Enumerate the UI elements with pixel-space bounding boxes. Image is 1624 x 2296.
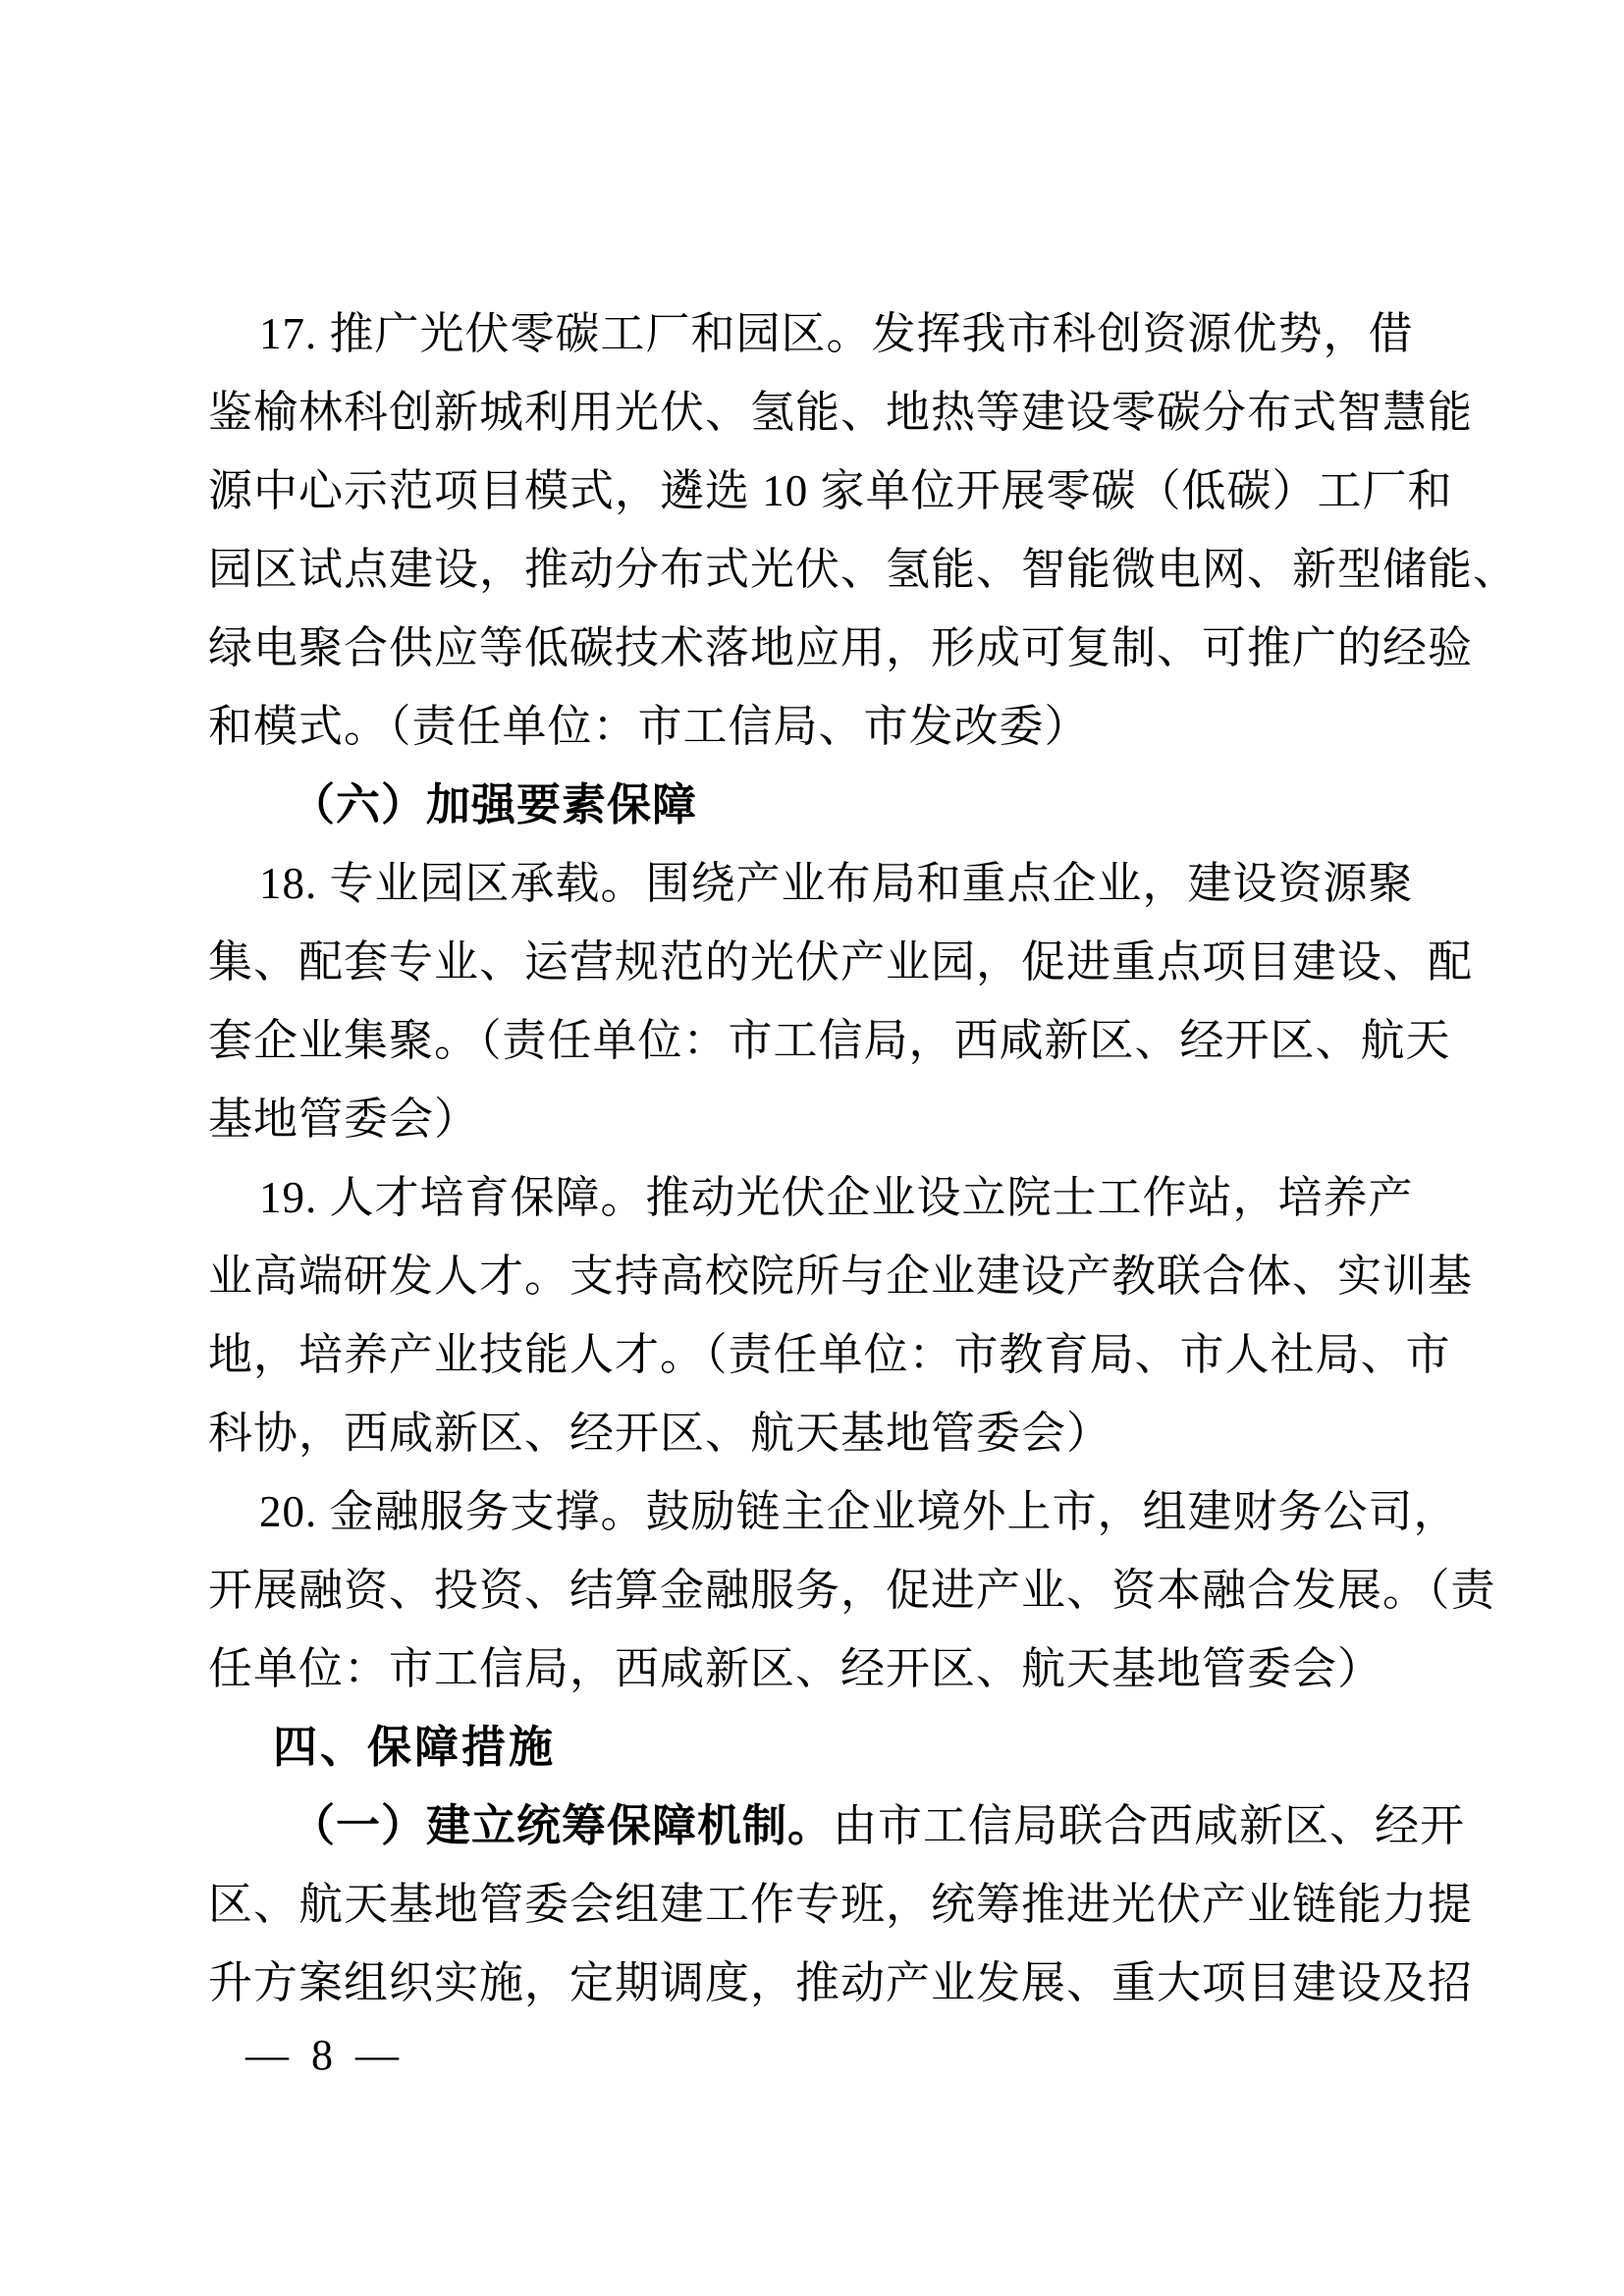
page-number: — 8 — (245, 2031, 405, 2079)
para-19-line-1: 19. 人才培育保障。推动光伏企业设立院士工作站，培养产 (259, 1173, 1414, 1222)
paragraph-text: 由市工信局联合西咸新区、经开 (833, 1801, 1466, 1850)
para-s1-line-2: 区、航天基地管委会组建工作专班，统筹推进光伏产业链能力提 (208, 1880, 1474, 1929)
para-20-line-2: 开展融资、投资、结算金融服务，促进产业、资本融合发展。（责 (208, 1566, 1496, 1615)
para-18-line-4: 基地管委会） (208, 1095, 480, 1144)
para-s1-line-1 (208, 1787, 1466, 1865)
para-17-line-5: 绿电聚合供应等低碳技术落地应用，形成可复制、可推广的经验 (208, 623, 1474, 672)
section-heading-liu: （六）加强要素保障 (291, 778, 698, 830)
para-s1-line-3: 升方案组织实施，定期调度，推动产业发展、重大项目建设及招 (208, 1958, 1474, 2007)
para-18-line-3: 套企业集聚。（责任单位：市工信局，西咸新区、经开区、航天 (208, 1016, 1451, 1065)
para-19-line-2: 业高端研发人才。支持高校院所与企业建设产教联合体、实训基 (208, 1252, 1474, 1301)
para-17-line-1: 17. 推广光伏零碳工厂和园区。发挥我市科创资源优势，借 (259, 309, 1414, 358)
section-heading-si: 四、保障措施 (273, 1722, 557, 1772)
para-17-line-2: 鉴榆林科创新城利用光伏、氢能、地热等建设零碳分布式智慧能 (208, 388, 1474, 437)
para-20-line-1: 20. 金融服务支撑。鼓励链主企业境外上市，组建财务公司， (259, 1487, 1459, 1536)
para-18-line-2: 集、配套专业、运营规范的光伏产业园，促进重点项目建设、配 (208, 937, 1474, 987)
para-17-line-6: 和模式。（责任单位：市工信局、市发改委） (208, 702, 1090, 751)
para-17-line-3: 源中心示范项目模式，遴选 10 家单位开展零碳（低碳）工厂和 (208, 466, 1453, 515)
page-footer (245, 2024, 405, 2087)
para-19-line-4: 科协，西咸新区、经开区、航天基地管委会） (208, 1409, 1112, 1458)
document-body (208, 294, 1519, 2022)
para-20-line-3: 任单位：市工信局，西咸新区、经开区、航天基地管委会） (208, 1644, 1383, 1693)
paragraph-lead: （一）建立统筹保障机制。 (291, 1799, 834, 1851)
para-17-line-4: 园区试点建设，推动分布式光伏、氢能、智能微电网、新型储能、 (208, 545, 1519, 594)
para-19-line-3: 地，培养产业技能人才。（责任单位：市教育局、市人社局、市 (208, 1330, 1451, 1379)
para-18-line-1: 18. 专业园区承载。围绕产业布局和重点企业，建设资源聚 (259, 859, 1414, 908)
